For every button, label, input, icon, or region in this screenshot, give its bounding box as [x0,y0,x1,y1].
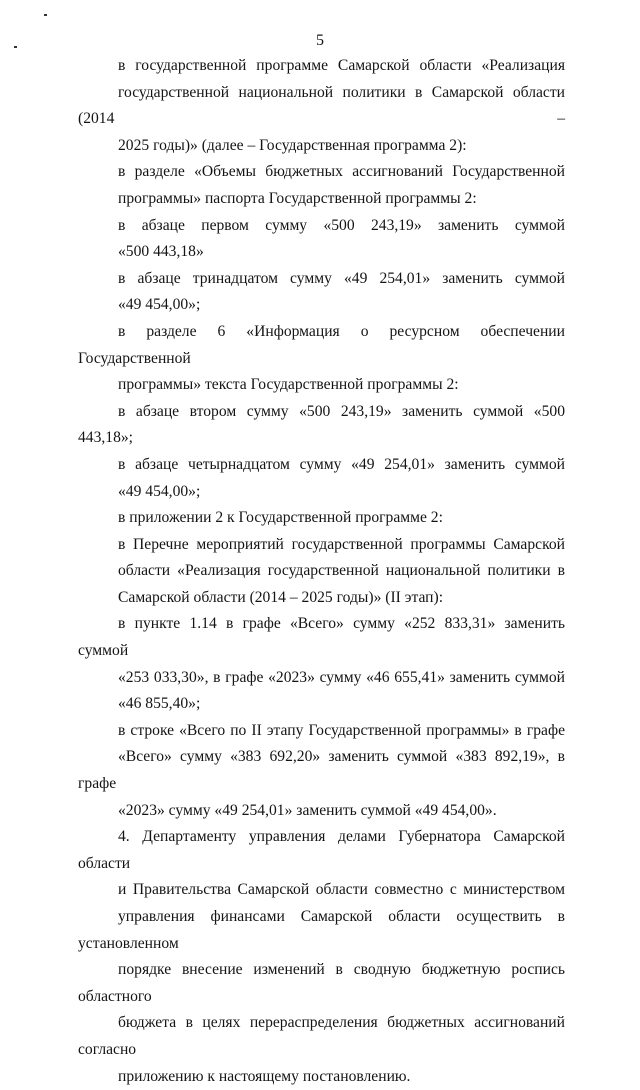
text-line: «Всего» сумму «383 692,20» заменить суммой «383 892,19», в графе [78,748,565,793]
text-line: бюджета в целях перераспределения бюджетных ассигнований согласно [78,1014,565,1058]
paragraph [78,159,565,212]
paragraph [78,532,565,612]
text-line: в абзаце первом сумму «500 243,19» заменить суммой [118,216,565,234]
paragraph [78,718,565,824]
paragraph [78,53,565,159]
text-line: программы» паспорта Государственной программы 2: [118,189,477,207]
text-line: и Правительства Самарской области совместно с министерством [118,881,565,899]
text-line: «500 443,18» [118,243,204,261]
paragraph [78,452,565,505]
text-line: программы» текста Государственной программы 2: [118,376,459,394]
text-line: в пункте 1.14 в графе «Всего» сумму «252 833,31» заменить суммой [78,615,565,660]
text-line: управления финансами Самарской области осуществить в установленном [78,908,565,952]
paragraph [78,213,565,266]
text-line: приложению к настоящему постановлению. [118,1067,411,1085]
text-line: «253 033,30», в графе «2023» сумму «46 655,41» заменить суммой [118,668,565,686]
text-line: «49 454,00»; [118,296,201,314]
text-line: в абзаце четырнадцатом сумму «49 254,01» заменить суммой [118,455,565,473]
text-line: Самарской области (2014 – 2025 годы)» (II этап): [118,588,444,606]
scan-artifact-mark [44,14,47,16]
text-line: порядке внесение изменений в сводную бюджетную роспись областного [78,961,565,1005]
paragraph [78,266,565,319]
text-line: в разделе 6 «Информация о ресурсном обеспечении Государственной [78,322,565,367]
text-line: «46 855,40»; [118,695,201,713]
text-line: в государственной программе Самарской области «Реализация [118,57,565,74]
page-number: 5 [316,32,324,49]
text-line: в абзаце втором сумму «500 243,19» заменить суммой «500 443,18»; [78,402,565,447]
paragraph [78,824,565,1090]
text-line: в разделе «Объемы бюджетных ассигнований Государственной [118,163,565,181]
text-line: государственной национальной политики в Самарской области (2014 – [78,83,565,128]
paragraph [78,505,565,532]
paragraph [78,319,565,399]
text-line: 4. Департаменту управления делами Губернатора Самарской области [78,828,565,872]
document-body [78,53,565,1090]
paragraph [78,611,565,717]
text-line: в абзаце тринадцатом сумму «49 254,01» заменить суммой [118,269,565,287]
text-line: в приложении 2 к Государственной программе 2: [118,509,443,527]
text-line: «49 454,00»; [118,482,201,500]
paragraph [78,399,565,452]
text-line: «2023» сумму «49 254,01» заменить суммой «49 454,00». [118,801,497,819]
text-line: в строке «Всего по II этапу Государственной программы» в графе [118,721,565,739]
text-line: области «Реализация государственной национальной политики в [118,562,565,580]
text-line: в Перечне мероприятий государственной программы Самарской [118,535,565,553]
text-line: 2025 годы)» (далее – Государственная программа 2): [118,136,467,154]
